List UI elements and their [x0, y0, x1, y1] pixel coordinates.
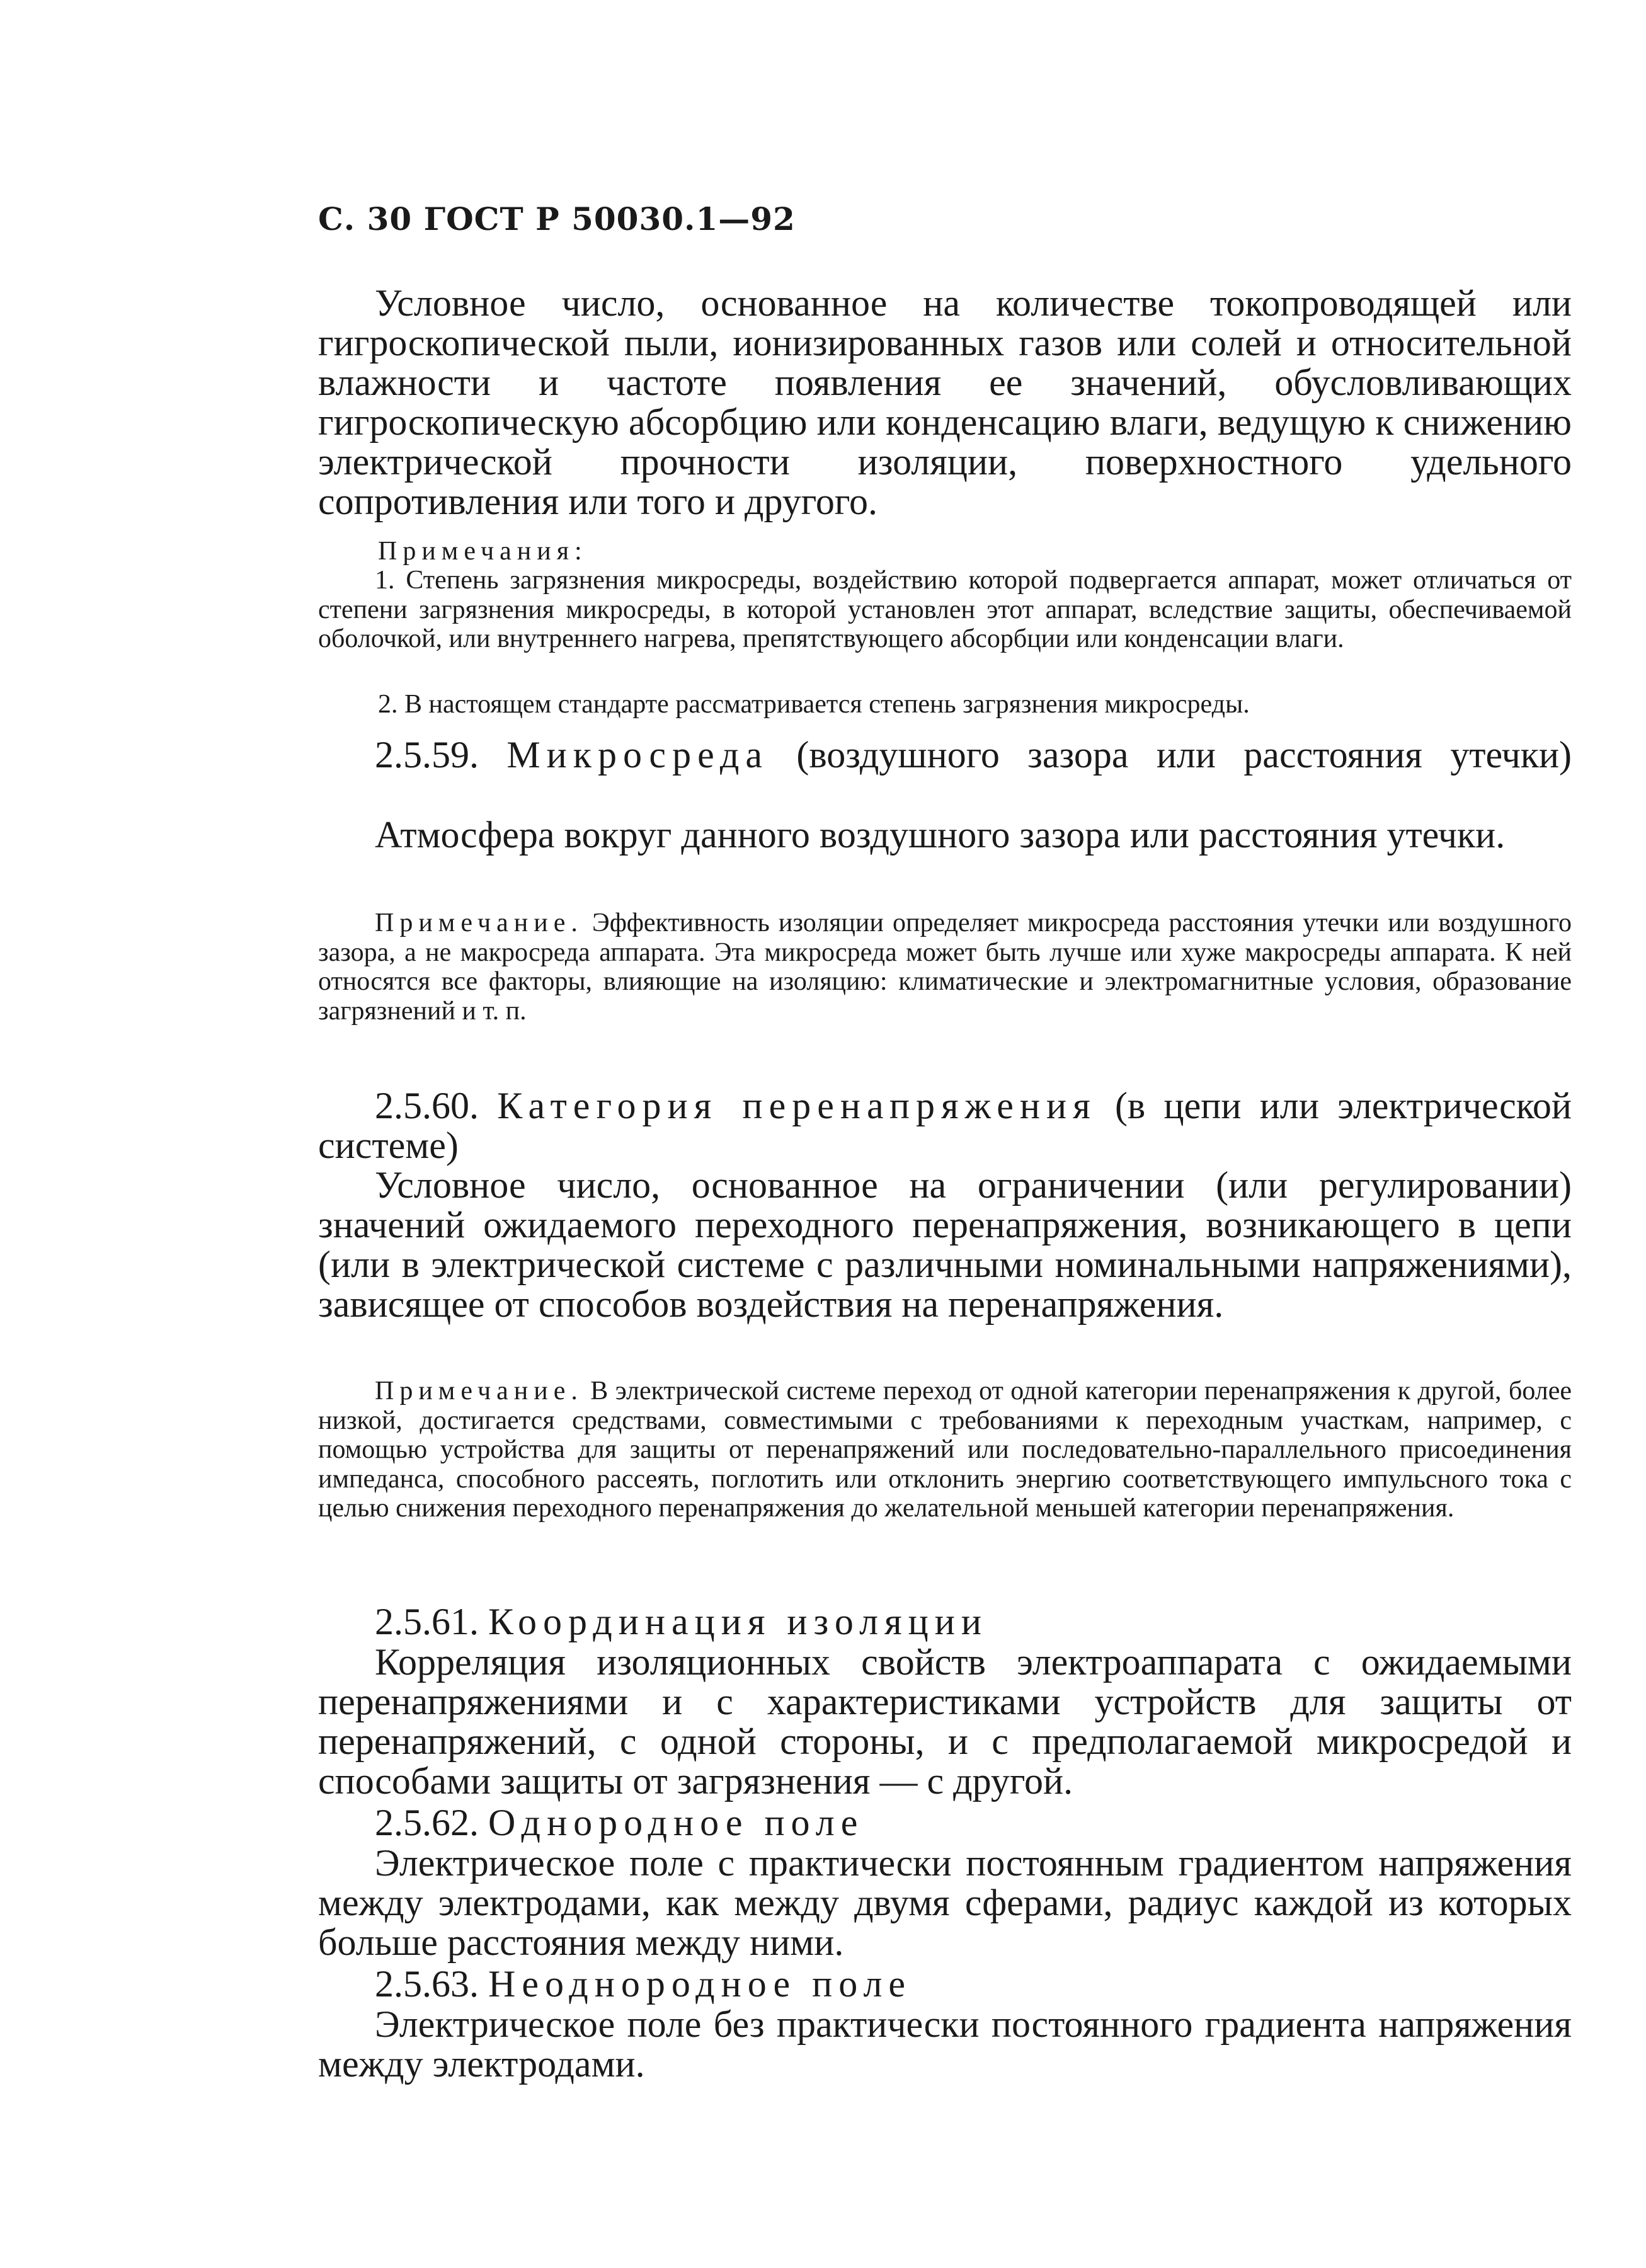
intro-paragraph: Условное число, основанное на количестве токопроводящей или гигроскопической пыли, ионизированных газов или солей и относительной влажности и частоте появления ее значений, обусловливающих гигроскопическую абсорбцию или конденсацию влаги, ведущую к снижению электрической прочности изоляции, поверхностного удельного сопротивления или того и другого. — [318, 282, 1572, 522]
section-number: 2.5.59. — [375, 734, 479, 776]
note-label: Примечание. — [375, 1377, 583, 1406]
page-header: С. 30 ГОСТ Р 50030.1—92 — [318, 200, 796, 238]
section-2-5-60-heading — [318, 1086, 1572, 1166]
section-2-5-60-note — [318, 1377, 1572, 1523]
section-number: 2.5.61. — [375, 1601, 479, 1642]
section-2-5-61-heading — [375, 1602, 1572, 1642]
note-2: 2. В настоящем стандарте рассматривается степень загрязнения микросреды. — [378, 690, 1250, 719]
section-2-5-61-definition: Корреляция изоляционных свойств электроаппарата с ожидаемыми перенапряжениями и с характеристиками устройств для защиты от перенапряжений, с одной стороны, и с предполагаемой микросредой и способами защиты от загрязнения — с другой. — [318, 1641, 1572, 1802]
section-term: Микросреда — [506, 734, 769, 776]
section-number: 2.5.60. — [375, 1085, 479, 1126]
note-text: Эффективность изоляции определяет микросреда расстояния утечки или воздушного зазора, а не макросреда аппарата. Эта микросреда может быть лучше или хуже макросреды аппарата. К ней относятся все факторы, влияющие на изоляцию: климатические и электромагнитные условия, образование загрязнений и т. п. — [318, 908, 1572, 1026]
section-qualifier: (в цепи или электрической системе) — [318, 1085, 1572, 1166]
section-2-5-59-note — [318, 908, 1572, 1026]
section-2-5-63-definition: Электрическое поле без практически постоянного градиента напряжения между электродами. — [318, 2003, 1572, 2085]
note-label: Примечание. — [375, 908, 583, 937]
note-text: В электрической системе переход от одной категории перенапряжения к другой, более низкой, достигается средствами, совместимыми с требованиями к переходным участкам, например, с помощью устройства для защиты от перенапряжений или последовательно-параллельного присоединения импеданса, способного рассеять, поглотить или отклонить энергию соответствующего импульсного тока с целью снижения переходного перенапряжения до желательной меньшей категории перенапряжения. — [318, 1377, 1572, 1523]
notes-heading: Примечания: — [378, 537, 588, 566]
section-term: Категория перенапряжения — [497, 1085, 1097, 1126]
section-2-5-63-heading — [375, 1964, 1572, 2004]
section-2-5-59-heading — [318, 735, 1572, 775]
section-2-5-59-definition: Атмосфера вокруг данного воздушного зазора или расстояния утечки. — [375, 814, 1506, 856]
section-2-5-60-definition: Условное число, основанное на ограничении (или регулировании) значений ожидаемого переходного перенапряжения, возникающего в цепи (или в электрической системе с различными номинальными напряжениями), зависящее от способов воздействия на перенапряжения. — [318, 1164, 1572, 1325]
section-2-5-62-heading — [375, 1803, 1572, 1843]
section-number: 2.5.63. — [375, 1963, 479, 2005]
note-1: 1. Степень загрязнения микросреды, воздействию которой подвергается аппарат, может отличаться от степени загрязнения микросреды, в которой установлен этот аппарат, вследствие защиты, обеспечиваемой оболочкой, или внутреннего нагрева, препятствующего абсорбции или конденсации влаги. — [318, 566, 1572, 653]
section-term: Неоднородное поле — [488, 1963, 912, 2005]
section-term: Координация изоляции — [488, 1601, 988, 1642]
section-term: Однородное поле — [488, 1802, 864, 1843]
section-qualifier: (воздушного зазора или расстояния утечки) — [796, 734, 1572, 776]
section-2-5-62-definition: Электрическое поле с практически постоянным градиентом напряжения между электродами, как между двумя сферами, радиус каждой из которых больше расстояния между ними. — [318, 1842, 1572, 1963]
section-number: 2.5.62. — [375, 1802, 479, 1843]
